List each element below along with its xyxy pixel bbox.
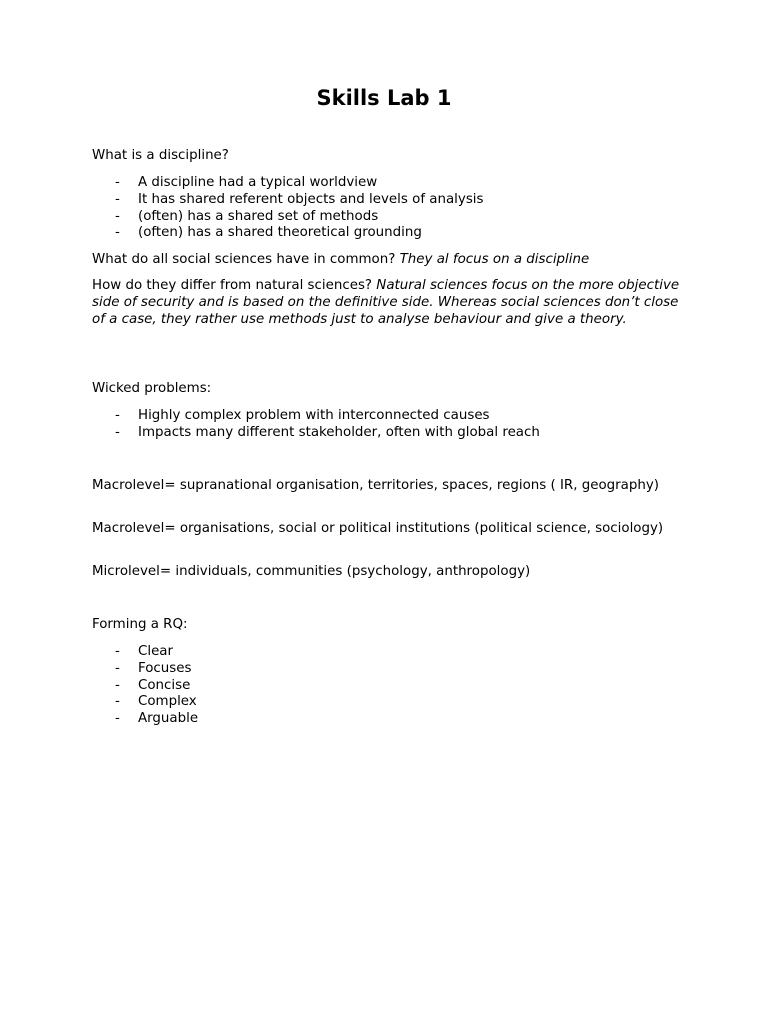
dash-bullet: - xyxy=(115,644,120,659)
list-item-text: It has shared referent objects and levels of analysis xyxy=(138,191,484,207)
dash-bullet: - xyxy=(115,208,120,224)
dash-bullet: - xyxy=(115,408,120,423)
list-item xyxy=(92,175,682,192)
dash-bullet: - xyxy=(115,677,120,693)
list-item xyxy=(92,425,682,442)
list-item-text: Highly complex problem with interconnected causes xyxy=(138,408,490,423)
differ-answer: Natural sciences focus on the more objective side of security and is based on the definitive side. Whereas social sciences don’t close of a case, they rather use methods just to analyse behaviour and give a theory. xyxy=(92,278,680,327)
macrolevel-2: Macrolevel= organisations, social or political institutions (political science, sociology) xyxy=(92,521,664,536)
list-item xyxy=(92,225,682,242)
microlevel: Microlevel= individuals, communities (psychology, anthropology) xyxy=(92,564,531,579)
list-item-text: Arguable xyxy=(138,711,199,727)
list-item-text: (often) has a shared set of methods xyxy=(138,208,379,224)
discipline-question: What is a discipline? xyxy=(92,148,229,163)
list-item xyxy=(92,209,682,226)
discipline-list xyxy=(92,175,682,242)
dash-bullet: - xyxy=(115,694,120,710)
common-paragraph xyxy=(92,252,682,269)
dash-bullet: - xyxy=(115,225,120,241)
dash-bullet: - xyxy=(115,175,120,190)
macrolevel-1: Macrolevel= supranational organisation, territories, spaces, regions ( IR, geography) xyxy=(92,478,660,493)
list-item xyxy=(92,694,682,711)
common-answer: They al focus on a discipline xyxy=(399,252,590,267)
rq-heading: Forming a RQ: xyxy=(92,617,188,632)
rq-list xyxy=(92,644,682,728)
list-item-text: A discipline had a typical worldview xyxy=(138,175,378,190)
list-item-text: Focuses xyxy=(138,660,192,676)
list-item-text: Complex xyxy=(138,694,197,710)
wicked-heading: Wicked problems: xyxy=(92,381,212,396)
list-item xyxy=(92,711,682,728)
list-item-text: Impacts many different stakeholder, often with global reach xyxy=(138,424,540,440)
list-item-text: Concise xyxy=(138,677,191,693)
page-title: Skills Lab 1 xyxy=(316,86,452,110)
dash-bullet: - xyxy=(115,660,120,676)
common-question: What do all social sciences have in common? xyxy=(92,252,396,267)
list-item xyxy=(92,192,682,209)
list-item xyxy=(92,678,682,695)
list-item-text: Clear xyxy=(138,644,174,659)
wicked-list xyxy=(92,408,682,442)
differ-paragraph xyxy=(92,278,682,328)
dash-bullet: - xyxy=(115,424,120,440)
dash-bullet: - xyxy=(115,191,120,207)
list-item-text: (often) has a shared theoretical grounding xyxy=(138,225,422,241)
list-item xyxy=(92,408,682,425)
list-item xyxy=(92,661,682,678)
list-item xyxy=(92,644,682,661)
dash-bullet: - xyxy=(115,711,120,727)
differ-question: How do they differ from natural sciences? xyxy=(92,278,373,293)
